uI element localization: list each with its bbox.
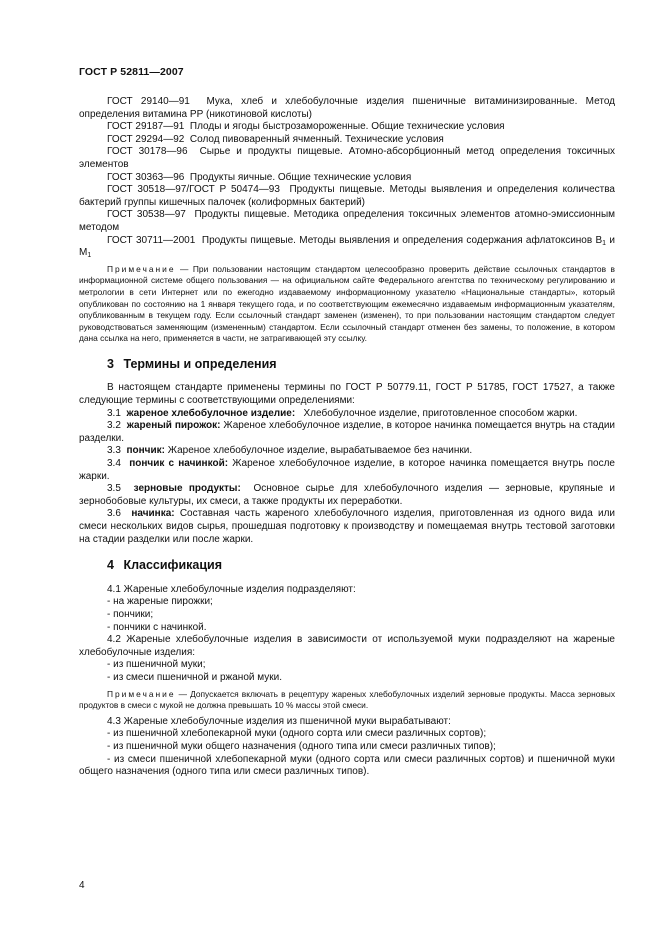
page-header: ГОСТ Р 52811—2007 [79, 66, 184, 78]
note-references: Примечание — При пользовании настоящим стандартом целесообразно проверить действие ссылочных стандартов в информационной системе общего пользования — на официальном сайте Федерального агентства по техническому регулированию и метрологии в сети Интернет или по ежегодно издаваемому информационному указателю «Национальные стандарты», который опубликован по состоянию на 1 января текущего года, и по соответствующим ежемесячно издаваемым информационным указателям, опубликованным в текущем году. Если ссылочный стандарт заменен (изменен), то при пользовании настоящим стандартом следует руководствоваться заменяющим (измененным) стандартом. Если ссылочный стандарт отменен без замены, то положение, в котором дана ссылка на него, применяется в части, не затрагивающей эту ссылку. [79, 263, 616, 344]
term-definition: 3.4 пончик с начинкой: Жареное хлебобулочное изделие, в которое начинка помещается внутрь после жарки. [79, 458, 615, 482]
list-item: - из смеси пшеничной и ржаной муки. [107, 671, 282, 683]
list-item: - из пшеничной муки общего назначения (одного типа или смеси различных типов); [107, 740, 496, 752]
list-item: - из пшеничной хлебопекарной муки (одного сорта или смеси различных сортов); [107, 728, 487, 740]
section-3-intro: В настоящем стандарте применены термины по ГОСТ Р 50779.11, ГОСТ Р 51785, ГОСТ 17527, а также следующие термины с соответствующими определениями: [79, 382, 615, 407]
note-label: Примечание [107, 263, 176, 274]
term-definition: 3.3 пончик: Жареное хлебобулочное изделие, вырабатываемое без начинки. [107, 445, 473, 457]
term-definition: 3.1 жареное хлебобулочное изделие: Хлебобулочное изделие, приготовленное способом жарки. [107, 407, 578, 419]
term-definition: 3.2 жареный пирожок: Жареное хлебобулочное изделие, в которое начинка помещается внутрь на стадии разделки. [79, 420, 615, 444]
section-3-heading: 3 Термины и определения [107, 356, 277, 371]
note-grain-products: Примечание — Допускается включать в рецептуру жареных хлебобулочных изделий зерновые продукты. Масса зерновых продуктов в смеси с мукой не должна превышать 10 % массы этой смеси. [79, 688, 616, 711]
clause-4-3: 4.3 Жареные хлебобулочные изделия из пшеничной муки вырабатывают: [107, 715, 451, 727]
reference-item: ГОСТ 29187—91 Плоды и ягоды быстрозамороженные. Общие технические условия [107, 121, 505, 133]
list-item: - из смеси пшеничной хлебопекарной муки (одного сорта или смеси различных сортов) и пшеничной муки общего назначения (одного типа или смеси различных типов). [79, 753, 615, 778]
reference-item: ГОСТ 30178—96 Сырье и продукты пищевые. Атомно-абсорбционный метод определения токсичных элементов [79, 146, 616, 170]
section-4-heading: 4 Классификация [107, 558, 223, 573]
list-item: - пончики с начинкой. [107, 621, 207, 633]
reference-item: ГОСТ 30711—2001 Продукты пищевые. Методы выявления и определения содержания афлатоксинов $B_1$ и $M_1$ [79, 234, 615, 260]
term-definition: 3.5 зерновые продукты: Основное сырье для хлебобулочного изделия — зерновые, крупяные и зернобобовые культуры, их смеси, а также продукты их переработки. [79, 483, 616, 507]
reference-item: ГОСТ 29294—92 Солод пивоваренный ячменный. Технические условия [107, 133, 444, 145]
reference-item: ГОСТ 30363—96 Продукты яичные. Общие технические условия [107, 171, 412, 183]
clause-4-1: 4.1 Жареные хлебобулочные изделия подразделяют: [107, 583, 356, 595]
list-item: - пончики; [107, 608, 154, 620]
note-label: Примечание [107, 688, 176, 699]
list-item: - из пшеничной муки; [107, 659, 206, 671]
page-number: 4 [79, 880, 85, 891]
normative-references [79, 96, 615, 260]
page-content [79, 96, 615, 779]
reference-item: ГОСТ 29140—91 Мука, хлеб и хлебобулочные изделия пшеничные витаминизированные. Метод определения витамина РР (никотиновой кислоты) [79, 96, 615, 120]
list-item: - на жареные пирожки; [107, 596, 213, 608]
clause-4-2: 4.2 Жареные хлебобулочные изделия в зависимости от используемой муки подразделяют на жареные хлебобулочные изделия: [79, 634, 615, 658]
term-definition: 3.6 начинка: Составная часть жареного хлебобулочного изделия, приготовленная из одного вида или смеси нескольких видов сырья, прошедшая подготовку к производству и помещаемая внутрь тестовой заготовки на стадии разделки или после жарки. [79, 508, 616, 545]
reference-item: ГОСТ 30518—97/ГОСТ Р 50474—93 Продукты пищевые. Методы выявления и определения количества бактерий группы кишечных палочек (колиформных бактерий) [79, 184, 615, 208]
reference-item: ГОСТ 30538—97 Продукты пищевые. Методика определения токсичных элементов атомно-эмиссионным методом [79, 209, 616, 233]
